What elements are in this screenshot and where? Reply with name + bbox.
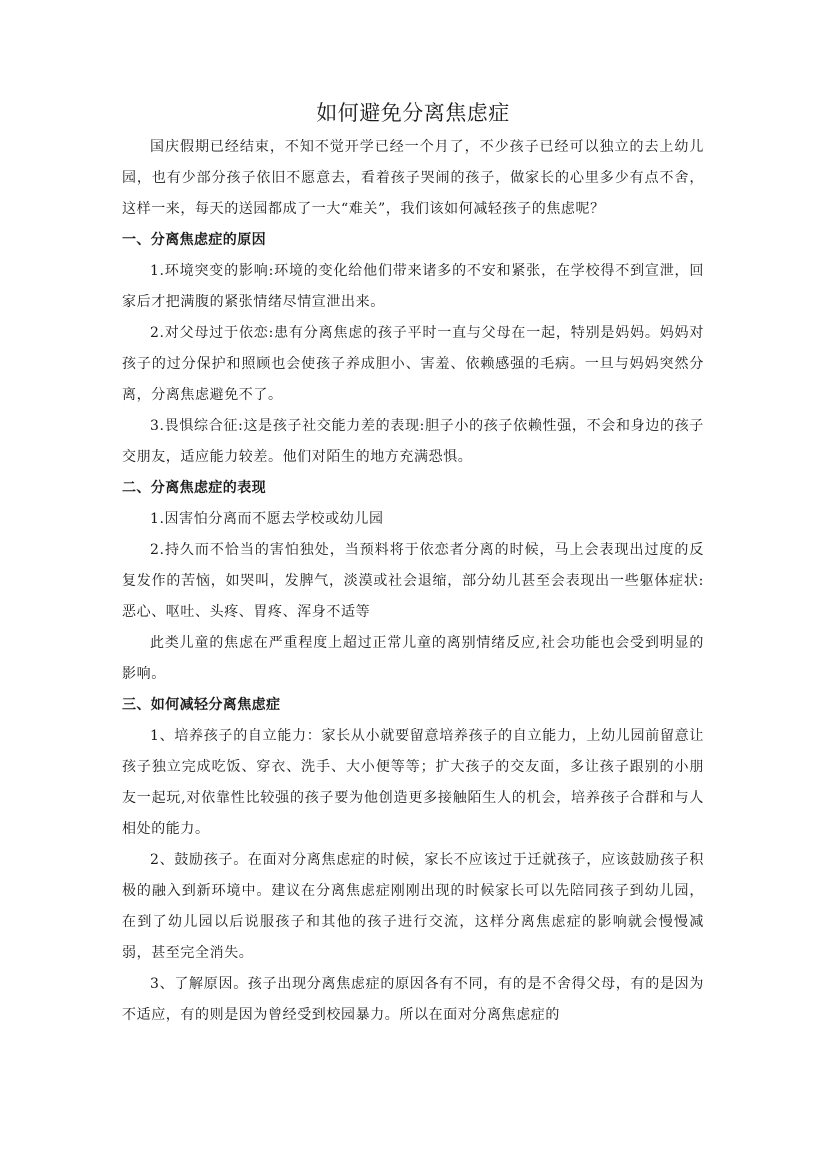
- document-body: [122, 98, 704, 1031]
- symptom-paragraph-severity: 此类儿童的焦虑在严重程度上超过正常儿童的离别情绪反应,社会功能也会受到明显的影响。: [122, 635, 704, 682]
- section-heading-relief: 三、如何减轻分离焦虑症: [122, 697, 281, 713]
- symptom-paragraph-distress: 2.持久而不恰当的害怕独处，当预料将于依恋者分离的时候，马上会表现出过度的反复发作的苦恼，如哭叫，发脾气，淡漠或社会退缩，部分幼儿甚至会表现出一些躯体症状:恶心、呕吐、头疼、胃疼、浑身不适等: [122, 542, 704, 620]
- section-heading-symptoms: 二、分离焦虑症的表现: [122, 480, 266, 496]
- cause-paragraph-fear: 3.畏惧综合征:这是孩子社交能力差的表现:胆子小的孩子依赖性强，不会和身边的孩子交朋友，适应能力较差。他们对陌生的地方充满恐惧。: [122, 418, 704, 465]
- section-heading-causes: 一、分离焦虑症的原因: [122, 232, 266, 248]
- relief-paragraph-understand: 3、了解原因。孩子出现分离焦虑症的原因各有不同，有的是不舍得父母，有的是因为不适应，有的则是因为曾经受到校园暴力。所以在面对分离焦虑症的: [122, 976, 704, 1023]
- document-title: 如何避免分离焦虑症: [316, 101, 510, 125]
- cause-paragraph-attachment: 2.对父母过于依恋:患有分离焦虑的孩子平时一直与父母在一起，特别是妈妈。妈妈对孩子的过分保护和照顾也会使孩子养成胆小、害羞、依赖感强的毛病。一旦与妈妈突然分离，分离焦虑避免不了。: [122, 325, 704, 403]
- relief-paragraph-encourage: 2、鼓励孩子。在面对分离焦虑症的时候，家长不应该过于迁就孩子，应该鼓励孩子积极的融入到新环境中。建议在分离焦虑症刚刚出现的时候家长可以先陪同孩子到幼儿园，在到了幼儿园以后说服孩子和其他的孩子进行交流，这样分离焦虑症的影响就会慢慢减弱，甚至完全消失。: [122, 852, 704, 961]
- symptom-paragraph-school: 1.因害怕分离而不愿去学校或幼儿园: [150, 511, 384, 527]
- intro-paragraph: 国庆假期已经结束，不知不觉开学已经一个月了，不少孩子已经可以独立的去上幼儿园，也有少部分孩子依旧不愿意去，看着孩子哭闹的孩子，做家长的心里多少有点不舍，这样一来，每天的送园都成了一大“难关”，我们该如何减轻孩子的焦虑呢？: [122, 139, 704, 217]
- relief-paragraph-independence: 1、培养孩子的自立能力：家长从小就要留意培养孩子的自立能力，上幼儿园前留意让孩子独立完成吃饭、穿衣、洗手、大小便等等；扩大孩子的交友面，多让孩子跟别的小朋友一起玩,对依靠性比较强的孩子要为他创造更多接触陌生人的机会，培养孩子合群和与人相处的能力。: [122, 728, 704, 837]
- cause-paragraph-environment: 1.环境突变的影响:环境的变化给他们带来诸多的不安和紧张，在学校得不到宣泄，回家后才把满腹的紧张情绪尽情宣泄出来。: [122, 263, 704, 310]
